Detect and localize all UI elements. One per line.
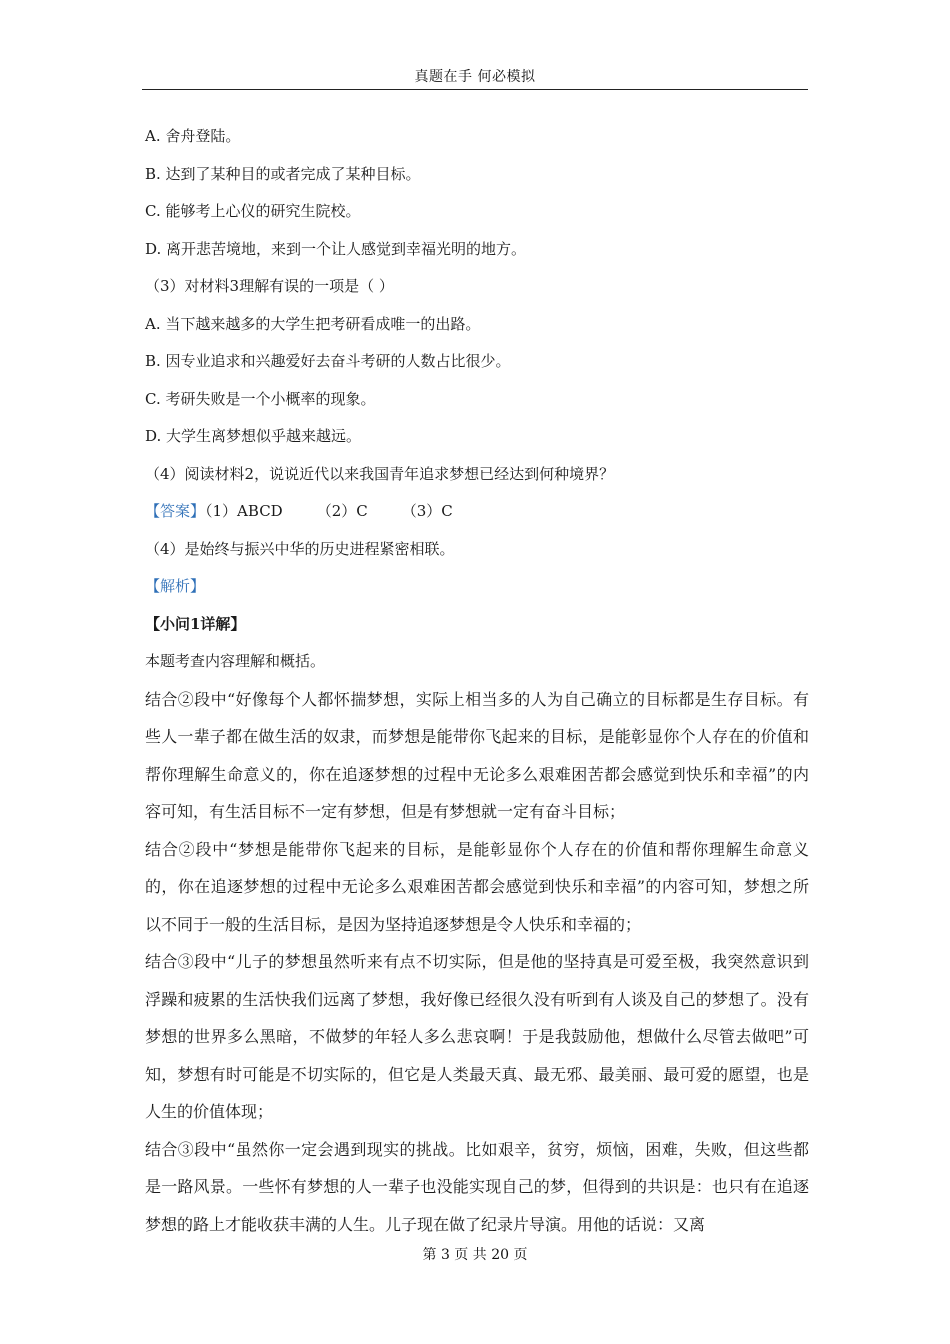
analysis-label: 【解析】: [145, 577, 206, 595]
q3-option-b: B. 因专业追求和兴趣爱好去奋斗考研的人数占比很少。: [145, 352, 511, 370]
q2-option-c: C. 能够考上心仪的研究生院校。: [145, 202, 361, 220]
answer-label: 【答案】: [145, 502, 206, 520]
q3-stem: （3）对材料3理解有误的一项是（ ）: [145, 277, 394, 295]
analysis-paragraph-1: 结合②段中“好像每个人都怀揣梦想，实际上相当多的人为自己确立的目标都是生存目标。有些人一辈子都在做生活的奴隶，而梦想是能带你飞起来的目标，是能彰显你个人存在的价值和帮你理解生命意义的，你在追逐梦想的过程中无论多么艰难困苦都会感觉到快乐和幸福”的内容可知，有生活目标不一定有梦想，但是有梦想就一定有奋斗目标；: [145, 689, 809, 821]
header-divider: [142, 89, 808, 90]
q2-option-d: D. 离开悲苦境地，来到一个让人感觉到幸福光明的地方。: [145, 239, 527, 258]
analysis-paragraph-4: 结合③段中“虽然你一定会遇到现实的挑战。比如艰辛，贫穷，烦恼，困难，失败，但这些都是一路风景。一些怀有梦想的人一辈子也没能实现自己的梦，但得到的共识是：也只有在追逐梦想的路上才能收获丰满的人生。儿子现在做了纪录片导演。用他的话说：又离: [145, 1139, 809, 1234]
analysis-intro: 本题考查内容理解和概括。: [145, 652, 326, 670]
answer-2: （2）C: [316, 502, 368, 520]
analysis-paragraph-2: 结合②段中“梦想是能带你飞起来的目标，是能彰显你个人存在的价值和帮你理解生命意义的，你在追逐梦想的过程中无论多么艰难困苦都会感觉到快乐和幸福”的内容可知，梦想之所以不同于一般的生活目标，是因为坚持追逐梦想是令人快乐和幸福的；: [145, 839, 809, 934]
document-body: [145, 118, 809, 1243]
q3-option-c: C. 考研失败是一个小概率的现象。: [145, 389, 376, 408]
page-header: 真题在手 何必模拟: [414, 69, 536, 85]
q4-stem: （4）阅读材料2，说说近代以来我国青年追求梦想已经达到何种境界？: [145, 464, 615, 483]
answer-4: （4）是始终与振兴中华的历史进程紧密相联。: [145, 539, 455, 558]
sub-question-heading: 【小问1详解】: [145, 614, 246, 633]
q3-option-d: D. 大学生离梦想似乎越来越远。: [145, 427, 362, 445]
q3-option-a: A. 当下越来越多的大学生把考研看成唯一的出路。: [145, 314, 481, 333]
q2-option-b: B. 达到了某种目的或者完成了某种目标。: [145, 164, 421, 183]
page-footer: 第 3 页 共 20 页: [422, 1247, 528, 1263]
answer-1: （1）ABCD: [205, 502, 283, 520]
answer-3: （3）C: [401, 502, 453, 520]
answer-line: [145, 493, 809, 531]
q2-option-a: A. 舍舟登陆。: [145, 127, 241, 145]
analysis-paragraph-3: 结合③段中“儿子的梦想虽然听来有点不切实际，但是他的坚持真是可爱至极，我突然意识到浮躁和疲累的生活快我们远离了梦想，我好像已经很久没有听到有人谈及自己的梦想了。没有梦想的世界多么黑暗，不做梦的年轻人多么悲哀啊！于是我鼓励他，想做什么尽管去做吧”可知，梦想有时可能是不切实际的，但它是人类最天真、最无邪、最美丽、最可爱的愿望，也是人生的价值体现；: [145, 952, 809, 1121]
